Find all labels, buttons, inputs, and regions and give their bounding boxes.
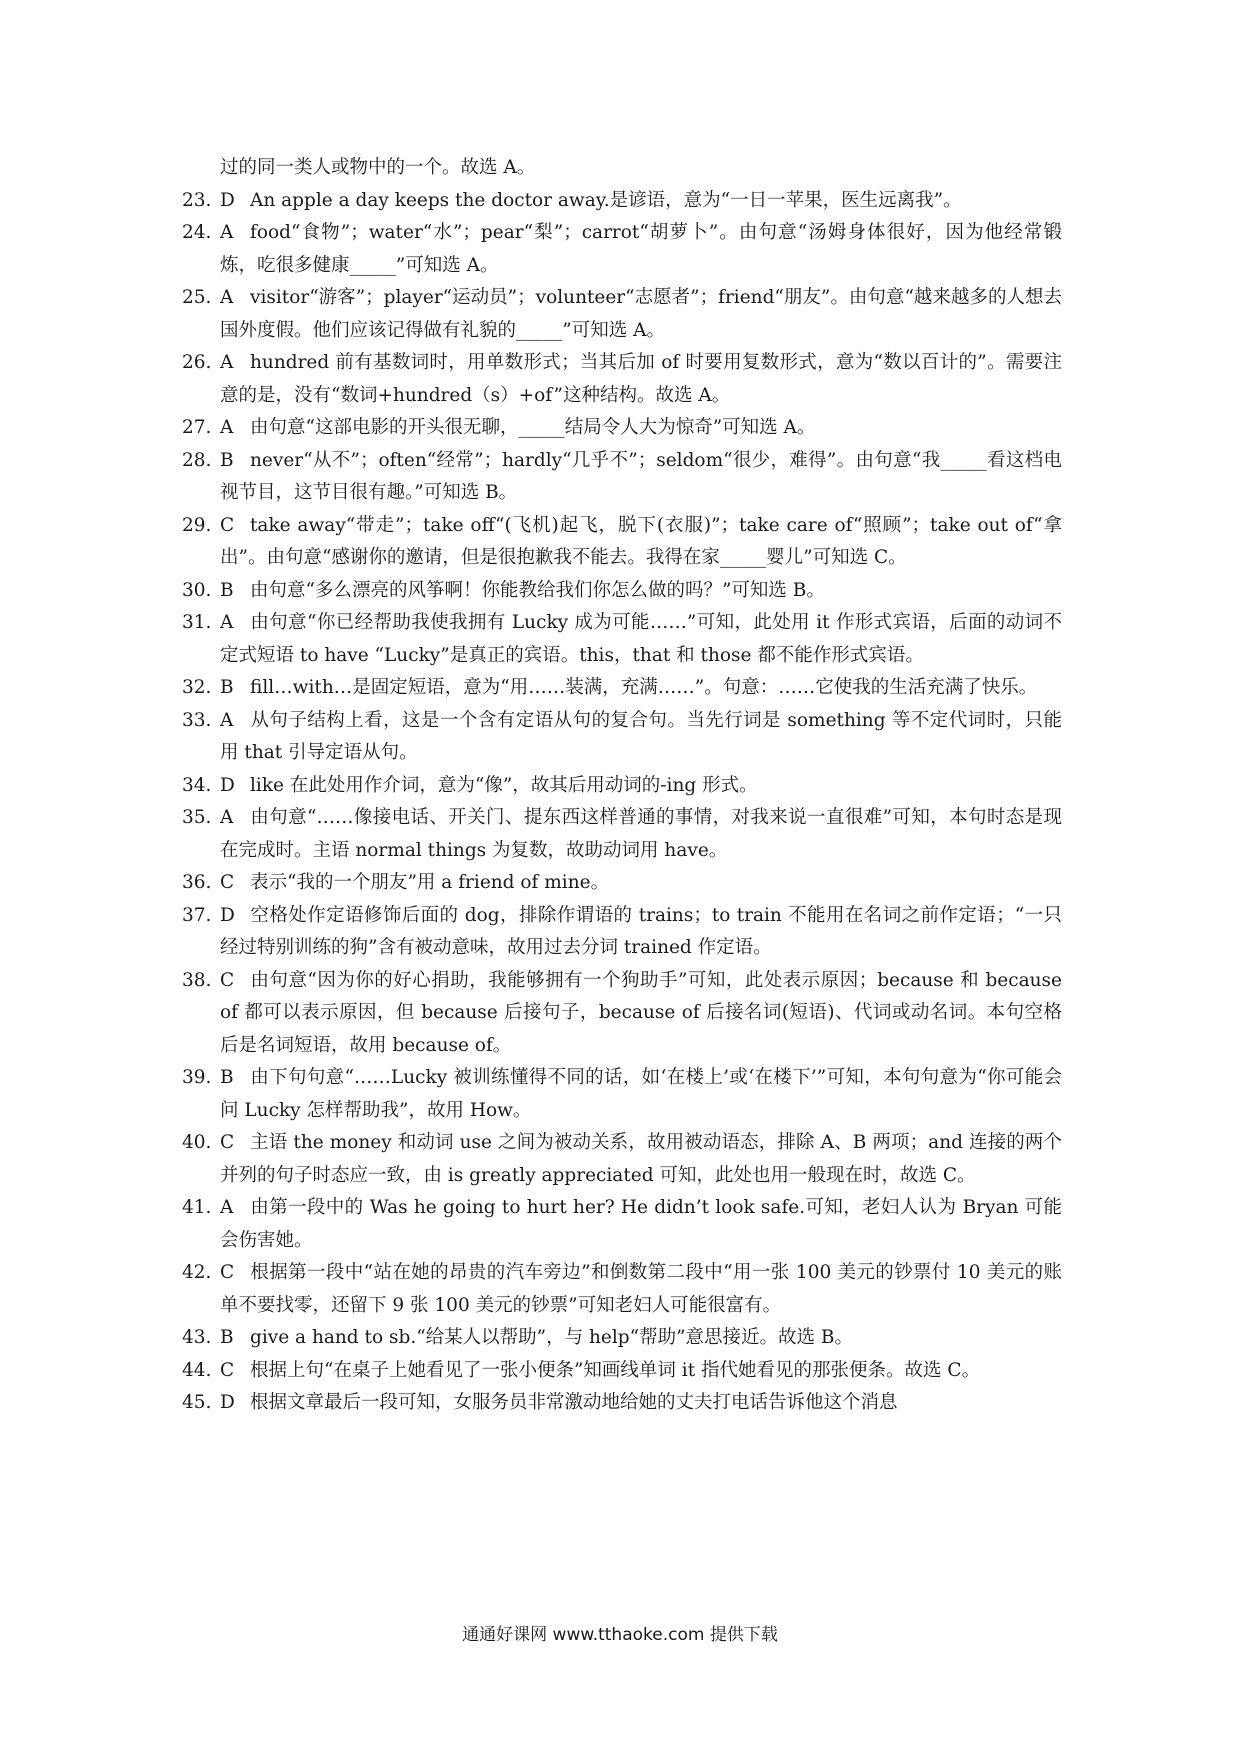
answer-item <box>182 282 1062 347</box>
question-number: 35. <box>182 807 212 828</box>
explanation-text: 根据第一段中“站在她的昂贵的汽车旁边”和倒数第二段中“用一张 100 美元的钞票付 10 美元的账单不要找零，还留下 9 张 100 美元的钞票”可知老妇人可能很富有。 <box>220 1262 1062 1316</box>
question-number: 44. <box>182 1359 212 1381</box>
question-number: 37. <box>182 904 212 926</box>
answer-item <box>182 770 1062 803</box>
answer-item <box>182 445 1062 510</box>
explanation-text: never“从不”；often“经常”；hardly“几乎不”；seldom“很少，难得”。由句意“我_____看这档电视节目，这节目很有趣。”可知选 B。 <box>220 449 1062 503</box>
answer-item <box>182 575 1062 608</box>
explanation-text: 表示“我的一个朋友”用 a friend of mine。 <box>250 872 610 893</box>
question-number: 34. <box>182 774 212 796</box>
explanation-text: 由句意“多么漂亮的风筝啊！你能教给我们你怎么做的吗？”可知选 B。 <box>250 579 825 601</box>
page-footer: 通通好课网 www.tthaoke.com 提供下载 <box>462 1625 778 1645</box>
question-number: 29. <box>182 514 212 536</box>
answer-item <box>182 510 1062 575</box>
explanation-text: 由句意“因为你的好心捐助，我能够拥有一个狗助手”可知，此处表示原因；because 和 because of 都可以表示原因，但 because 后接句子，because of 后接名词(短语)、代词或动名词。本句空格后是名词短语，故用 because of。 <box>220 969 1062 1056</box>
answer-item <box>182 867 1062 900</box>
answer-letter: C <box>220 514 235 536</box>
answer-item <box>182 1355 1062 1388</box>
question-number: 28. <box>182 449 212 471</box>
answer-letter: A <box>220 807 234 828</box>
answer-letter: C <box>220 969 235 991</box>
explanation-text: 根据文章最后一段可知，女服务员非常激动地给她的丈夫打电话告诉他这个消息 <box>250 1392 898 1413</box>
question-number: 23. <box>182 189 212 211</box>
question-number: 36. <box>182 872 212 893</box>
explanation-text: 根据上句“在桌子上她看见了一张小便条”知画线单词 it 指代她看见的那张便条。故选 C。 <box>250 1359 981 1381</box>
answer-letter: D <box>220 189 235 211</box>
explanation-text: hundred 前有基数词时，用单数形式；当其后加 of 时要用复数形式，意为“数以百计的”。需要注意的是，没有“数词+hundred（s）+of”这种结构。故选 A。 <box>220 352 1062 406</box>
answer-letter: C <box>220 1359 235 1381</box>
question-number: 33. <box>182 709 212 731</box>
explanation-text: give a hand to sb.“给某人以帮助”，与 help“帮助”意思接近。故选 B。 <box>250 1327 854 1348</box>
answer-item <box>182 1062 1062 1127</box>
answer-letter: A <box>220 352 234 373</box>
explanation-text: 由下句句意“……Lucky 被训练懂得不同的话，如‘在楼上’或‘在楼下’”可知，本句句意为“你可能会问 Lucky 怎样帮助我”，故用 How。 <box>220 1067 1062 1121</box>
explanation-text: visitor“游客”；player“运动员”；volunteer“志愿者”；friend“朋友”。由句意“越来越多的人想去国外度假。他们应该记得做有礼貌的_____”可知选 A。 <box>220 287 1062 341</box>
answer-item <box>182 412 1062 445</box>
answer-item <box>182 965 1062 1063</box>
intro-continuation-line: 过的同一类人或物中的一个。故选 A。 <box>220 157 536 178</box>
explanation-text: 由句意“这部电影的开头很无聊，_____结局令人大为惊奇”可知选 A。 <box>250 417 816 438</box>
answer-letter: A <box>220 1197 234 1218</box>
explanation-text: 从句子结构上看，这是一个含有定语从句的复合句。当先行词是 something 等不定代词时，只能用 that 引导定语从句。 <box>220 709 1062 763</box>
question-number: 25. <box>182 287 212 308</box>
answer-letter: A <box>220 222 234 243</box>
question-number: 32. <box>182 677 212 698</box>
answer-item <box>182 900 1062 965</box>
question-number: 39. <box>182 1067 212 1088</box>
answer-letter: B <box>220 677 234 698</box>
explanation-text: 由第一段中的 Was he going to hurt her? He didn’t look safe.可知，老妇人认为 Bryan 可能会伤害她。 <box>220 1197 1062 1251</box>
question-number: 30. <box>182 579 212 601</box>
answer-item <box>182 705 1062 770</box>
question-number: 41. <box>182 1197 212 1218</box>
answer-letter: B <box>220 1327 234 1348</box>
question-number: 27. <box>182 417 212 438</box>
answer-letter: C <box>220 1262 235 1283</box>
answer-item <box>182 672 1062 705</box>
explanation-text: 由句意“……像接电话、开关门、提东西这样普通的事情，对我来说一直很难”可知，本句时态是现在完成时。主语 normal things 为复数，故助动词用 have。 <box>220 807 1062 861</box>
question-number: 42. <box>182 1262 212 1283</box>
answer-letter: B <box>220 1067 234 1088</box>
answer-letter: A <box>220 287 234 308</box>
answer-letter: C <box>220 872 235 893</box>
answer-item <box>182 1192 1062 1257</box>
answer-letter: B <box>220 449 234 471</box>
explanation-text: 空格处作定语修饰后面的 dog，排除作谓语的 trains；to train 不能用在名词之前作定语；“一只经过特别训练的狗”含有被动意味，故用过去分词 trained 作定语。 <box>220 904 1062 958</box>
explanation-text: food“食物”；water“水”；pear“梨”；carrot“胡萝卜”。由句意“汤姆身体很好，因为他经常锻炼，吃很多健康_____”可知选 A。 <box>220 222 1062 276</box>
answer-item <box>182 1387 1062 1420</box>
answer-item <box>182 1322 1062 1355</box>
answer-item <box>182 1127 1062 1192</box>
answer-letter: D <box>220 904 235 926</box>
explanation-text: take away“带走”；take off“(飞机)起飞，脱下(衣服)”；take care of“照顾”；take out of“拿出”。由句意“感谢你的邀请，但是很抱歉我不能去。我得在家_____婴儿”可知选 C。 <box>220 514 1062 568</box>
question-number: 24. <box>182 222 212 243</box>
answer-letter: A <box>220 612 234 633</box>
question-number: 38. <box>182 969 212 991</box>
explanation-text: like 在此处用作介词，意为“像”，故其后用动词的-ing 形式。 <box>250 774 758 796</box>
answer-explanations <box>182 152 1062 1420</box>
answer-letter: A <box>220 417 234 438</box>
answer-item <box>182 217 1062 282</box>
answer-item <box>182 185 1062 218</box>
answer-list <box>182 185 1062 1420</box>
explanation-text: An apple a day keeps the doctor away.是谚语，意为“一日一苹果，医生远离我”。 <box>250 189 962 211</box>
answer-letter: D <box>220 1392 235 1413</box>
question-number: 40. <box>182 1132 212 1153</box>
question-number: 31. <box>182 612 212 633</box>
answer-item <box>182 347 1062 412</box>
answer-item <box>182 1257 1062 1322</box>
explanation-text: fill…with…是固定短语，意为“用……装满，充满……”。句意：……它使我的生活充满了快乐。 <box>250 677 1038 698</box>
answer-item <box>182 607 1062 672</box>
question-number: 26. <box>182 352 212 373</box>
answer-item <box>182 802 1062 867</box>
answer-letter: A <box>220 709 234 731</box>
answer-letter: D <box>220 774 235 796</box>
answer-letter: B <box>220 579 234 601</box>
question-number: 43. <box>182 1327 212 1348</box>
answer-letter: C <box>220 1132 235 1153</box>
explanation-text: 由句意“你已经帮助我使我拥有 Lucky 成为可能……”可知，此处用 it 作形式宾语，后面的动词不定式短语 to have “Lucky”是真正的宾语。this，that 和 those 都不能作形式宾语。 <box>220 612 1062 666</box>
explanation-text: 主语 the money 和动词 use 之间为被动关系，故用被动语态，排除 A、B 两项；and 连接的两个并列的句子时态应一致，由 is greatly appreciated 可知，此处也用一般现在时，故选 C。 <box>220 1132 1062 1186</box>
question-number: 45. <box>182 1392 212 1413</box>
